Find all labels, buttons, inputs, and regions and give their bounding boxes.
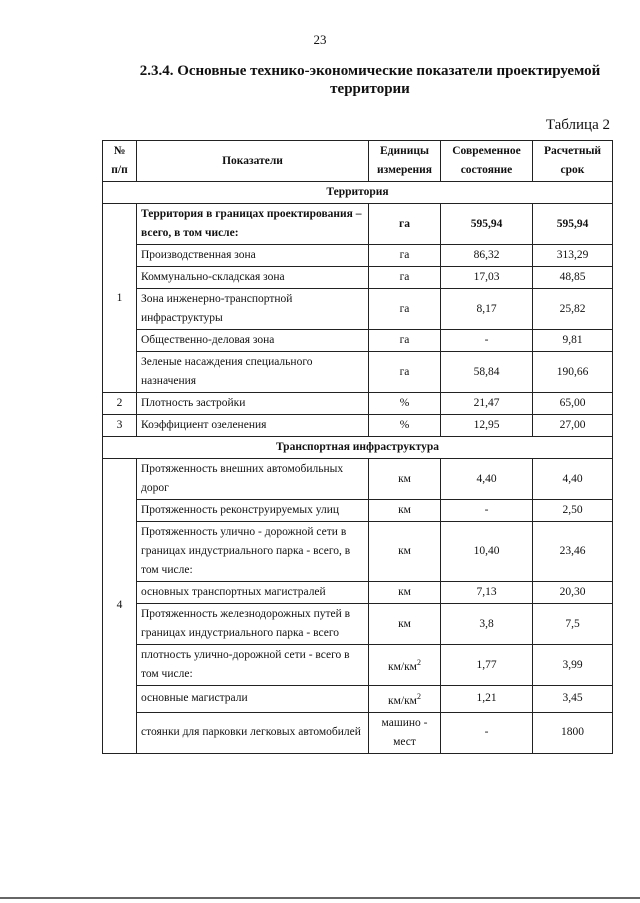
table-row (103, 582, 613, 604)
section-row-territory (103, 182, 613, 204)
page-number: 23 (313, 32, 327, 47)
unit-cell (369, 645, 441, 686)
table-row (103, 712, 613, 753)
page-bottom-rule (0, 897, 640, 899)
table-row (103, 686, 613, 713)
section-row-transport (103, 437, 613, 459)
header-planned-line2: срок (560, 164, 585, 176)
table-row (103, 245, 613, 267)
indicator-name: основных транспортных магистралей (137, 582, 369, 604)
unit-cell: км (369, 604, 441, 645)
indicator-name: Плотность застройки (137, 393, 369, 415)
indicators-table (102, 140, 613, 754)
row-number: 3 (103, 415, 137, 437)
table-row (103, 204, 613, 245)
unit-base: км/км (388, 694, 417, 707)
table-row (103, 415, 613, 437)
indicator-name: Протяженность железнодорожных путей в границах индустриального парка - всего (137, 604, 369, 645)
table-row (103, 645, 613, 686)
current-value: 4,40 (441, 459, 533, 500)
current-value: 12,95 (441, 415, 533, 437)
indicator-name: Производственная зона (137, 245, 369, 267)
section-title-line1: Основные технико-экономические показатели проектируемой (177, 63, 601, 79)
current-value: 10,40 (441, 522, 533, 582)
section-number: 2.3.4. (139, 63, 174, 79)
table-row (103, 500, 613, 522)
table-row (103, 267, 613, 289)
section-heading (120, 62, 620, 98)
header-indicators: Показатели (137, 141, 369, 182)
row-number: 1 (103, 204, 137, 393)
planned-value: 20,30 (533, 582, 613, 604)
unit-cell: % (369, 393, 441, 415)
table-row (103, 604, 613, 645)
section-title-line2: территории (330, 81, 410, 97)
table-row (103, 522, 613, 582)
header-current (441, 141, 533, 182)
current-value: 7,13 (441, 582, 533, 604)
planned-value: 3,45 (533, 686, 613, 713)
table-row (103, 352, 613, 393)
unit-superscript: 2 (416, 692, 421, 701)
table-row (103, 459, 613, 500)
section-title: Территория (103, 182, 613, 204)
indicator-name: Территория в границах проектирования – всего, в том числе: (137, 204, 369, 245)
indicator-name: Протяженность реконструируемых улиц (137, 500, 369, 522)
planned-value: 65,00 (533, 393, 613, 415)
unit-cell: га (369, 204, 441, 245)
unit-cell: км (369, 500, 441, 522)
current-value: - (441, 712, 533, 753)
unit-cell: га (369, 330, 441, 352)
unit-base: км/км (388, 660, 417, 673)
current-value: 595,94 (441, 204, 533, 245)
indicator-name: Коэффициент озеленения (137, 415, 369, 437)
indicator-name: Зона инженерно-транспортной инфраструктуры (137, 289, 369, 330)
unit-cell: машино - мест (369, 712, 441, 753)
header-num-line1: № (113, 145, 126, 157)
unit-cell: км (369, 522, 441, 582)
current-value: 58,84 (441, 352, 533, 393)
unit-cell: га (369, 352, 441, 393)
header-num-line2: п/п (111, 164, 128, 176)
planned-value: 23,46 (533, 522, 613, 582)
table-caption: Таблица 2 (545, 117, 610, 133)
header-current-line1: Современное (452, 145, 521, 157)
current-value: 3,8 (441, 604, 533, 645)
current-value: 86,32 (441, 245, 533, 267)
unit-cell: % (369, 415, 441, 437)
section-title: Транспортная инфраструктура (103, 437, 613, 459)
table-header-row (103, 141, 613, 182)
planned-value: 4,40 (533, 459, 613, 500)
current-value: 17,03 (441, 267, 533, 289)
current-value: 8,17 (441, 289, 533, 330)
unit-cell: км (369, 459, 441, 500)
planned-value: 3,99 (533, 645, 613, 686)
current-value: 21,47 (441, 393, 533, 415)
unit-superscript: 2 (416, 658, 421, 668)
unit-cell: га (369, 289, 441, 330)
unit-cell: га (369, 245, 441, 267)
planned-value: 7,5 (533, 604, 613, 645)
table-row (103, 289, 613, 330)
header-units (369, 141, 441, 182)
header-units-line1: Единицы (380, 145, 429, 157)
planned-value: 9,81 (533, 330, 613, 352)
table-row (103, 330, 613, 352)
unit-cell: км (369, 582, 441, 604)
indicator-name: Протяженность улично - дорожной сети в границах индустриального парка - всего, в том числе: (137, 522, 369, 582)
indicator-name: основные магистрали (137, 686, 369, 713)
indicator-name: плотность улично-дорожной сети - всего в том числе: (137, 645, 369, 686)
current-value: - (441, 330, 533, 352)
planned-value: 2,50 (533, 500, 613, 522)
header-current-line2: состояние (460, 164, 513, 176)
table-row (103, 393, 613, 415)
planned-value: 595,94 (533, 204, 613, 245)
header-num (103, 141, 137, 182)
indicator-name: Коммунально-складская зона (137, 267, 369, 289)
planned-value: 1800 (533, 712, 613, 753)
unit-cell (369, 686, 441, 713)
current-value: 1,21 (441, 686, 533, 713)
unit-cell: га (369, 267, 441, 289)
current-value: 1,77 (441, 645, 533, 686)
indicator-name: Общественно-деловая зона (137, 330, 369, 352)
planned-value: 190,66 (533, 352, 613, 393)
indicator-name: Зеленые насаждения специального назначения (137, 352, 369, 393)
header-units-line2: измерения (377, 164, 432, 176)
current-value: - (441, 500, 533, 522)
planned-value: 48,85 (533, 267, 613, 289)
planned-value: 25,82 (533, 289, 613, 330)
indicator-name: стоянки для парковки легковых автомобилей (137, 712, 369, 753)
row-number: 4 (103, 459, 137, 754)
indicator-name: Протяженность внешних автомобильных дорог (137, 459, 369, 500)
planned-value: 27,00 (533, 415, 613, 437)
header-planned-line1: Расчетный (543, 145, 602, 157)
header-planned (533, 141, 613, 182)
planned-value: 313,29 (533, 245, 613, 267)
row-number: 2 (103, 393, 137, 415)
